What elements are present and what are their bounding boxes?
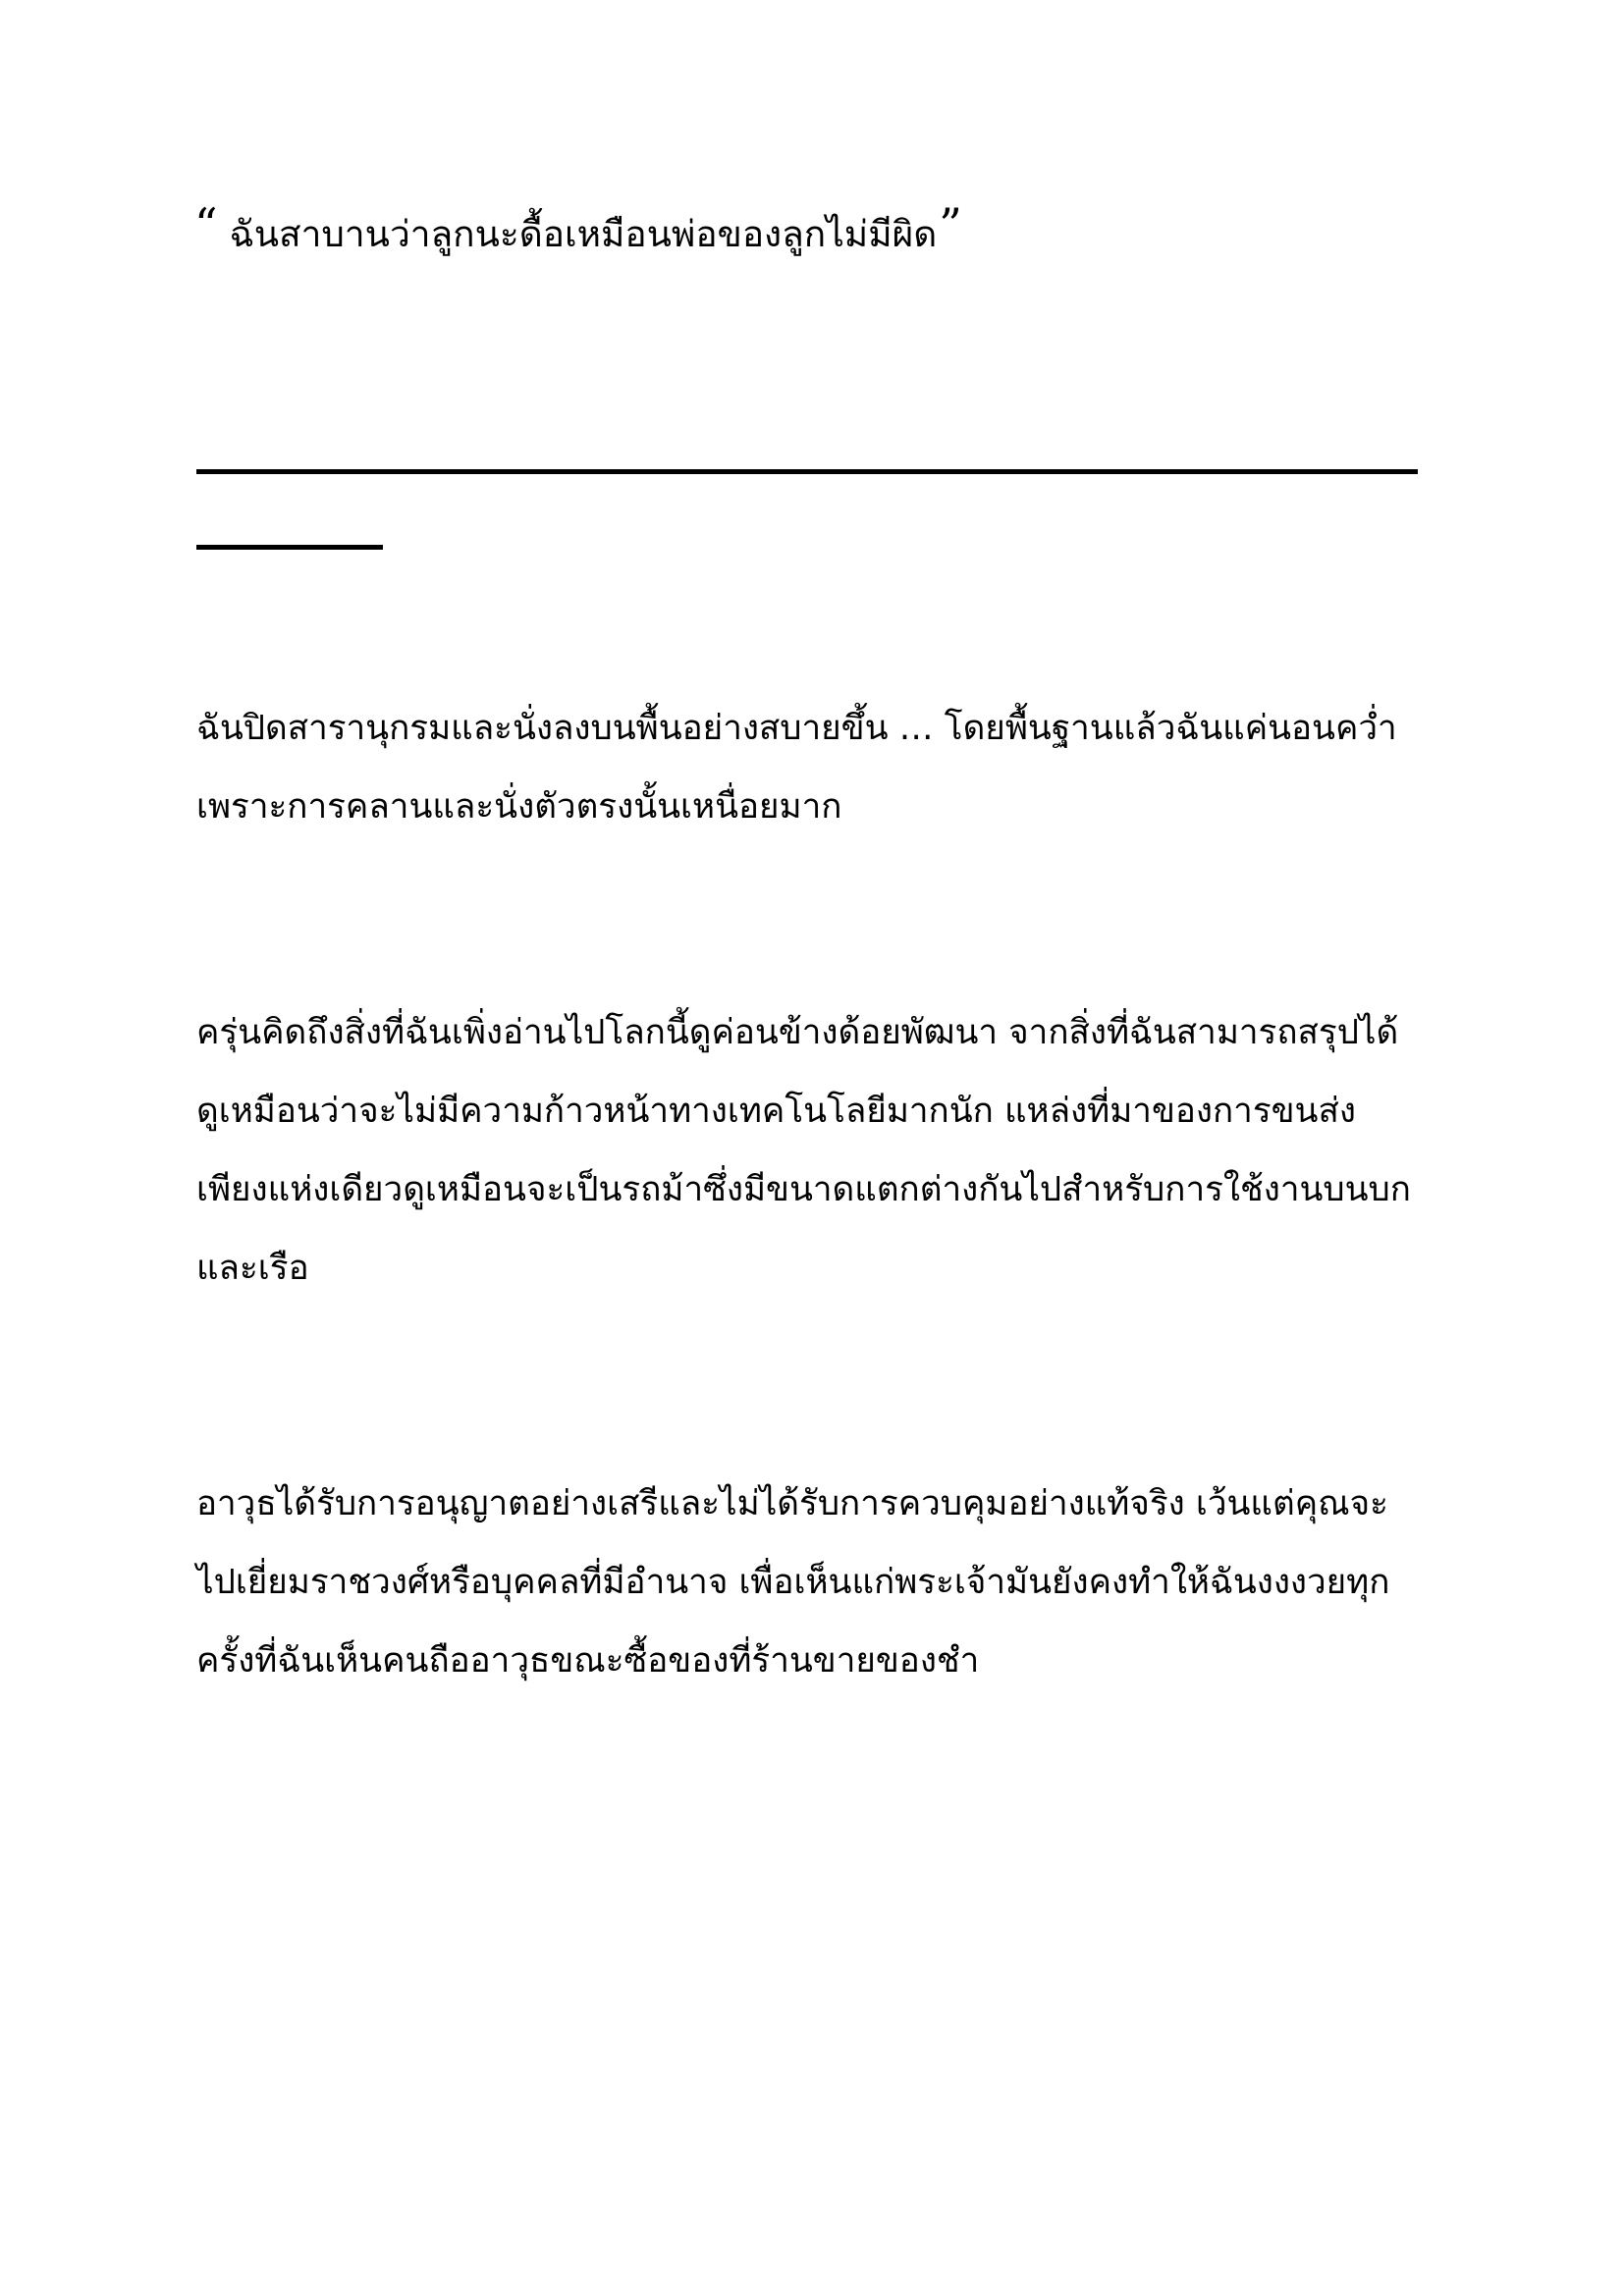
paragraph-line: ครุ่นคิดถึงสิ่งที่ฉันเพิ่งอ่านไปโลกนี้ดูค่อนข้างด้อยพัฒนา จากสิ่งที่ฉันสามารถสรุปได้ — [196, 1013, 1399, 1052]
paragraph-line: เพราะการคลานและนั่งตัวตรงนั้นเหนื่อยมาก — [196, 787, 842, 827]
quote-text: ฉันสาบานว่าลูกนะดื้อเหมือนพ่อของลูกไม่มีผิด — [229, 213, 938, 255]
paragraph-line: และเรือ — [196, 1249, 309, 1288]
paragraph-1 — [196, 689, 1443, 846]
paragraph-line: ครั้งที่ฉันเห็นคนถืออาวุธขณะซื้อของที่ร้านขายของชำ — [196, 1641, 980, 1681]
quote-line — [194, 198, 962, 264]
paragraph-3 — [196, 1465, 1443, 1700]
paragraph-line: เพียงแห่งเดียวดูเหมือนจะเป็นรถม้าซึ่งมีขนาดแตกต่างกันไปสำหรับการใช้งานบนบก — [196, 1170, 1411, 1209]
close-quote-mark: ” — [939, 198, 962, 251]
paragraph-2 — [196, 993, 1443, 1308]
paragraph-line: ฉันปิดสารานุกรมและนั่งลงบนพื้นอย่างสบายขึ้น … โดยพื้นฐานแล้วฉันแค่นอนคว่ำ — [196, 709, 1397, 748]
paragraph-line: ดูเหมือนว่าจะไม่มีความก้าวหน้าทางเทคโนโลยีมากนัก แหล่งที่มาของการขนส่ง — [196, 1092, 1356, 1131]
horizontal-rule-short — [196, 545, 383, 550]
open-quote-mark: “ — [194, 198, 218, 251]
horizontal-rule-long — [196, 469, 1418, 474]
paragraph-line: อาวุธได้รับการอนุญาตอย่างเสรีและไม่ได้รับการควบคุมอย่างแท้จริง เว้นแต่คุณจะ — [196, 1484, 1388, 1523]
paragraph-line: ไปเยี่ยมราชวงศ์หรือบุคคลที่มีอำนาจ เพื่อเห็นแก่พระเจ้ามันยังคงทำให้ฉันงงงวยทุก — [196, 1563, 1390, 1602]
